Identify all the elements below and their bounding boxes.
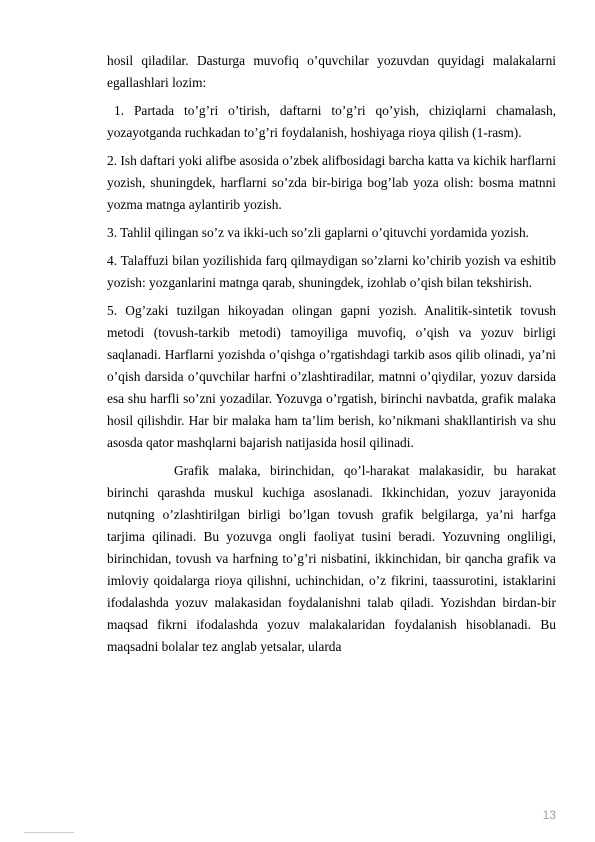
paragraph-intro: hosil qiladilar. Dasturga muvofiq o’quvchilar yozuvdan quyidagi malakalarni egallashlari lozim: (107, 53, 556, 90)
footer-short-rule (24, 832, 74, 833)
paragraph-item-1: 1. Partada to’g’ri o’tirish, daftarni to’g’ri qo’yish, chiziqlarni chamalash, yozayotganda ruchkadan to’g’ri foydalanish, hoshiyaga rioya qilish (1-rasm). (107, 103, 556, 140)
paragraph-item-2: 2. Ish daftari yoki alifbe asosida o’zbek alifbosidagi barcha katta va kichik harflarni yozish, shuningdek, harflarni so’zda bir-biriga bog’lab yoza olish: bosma matnni yozma matnga aylantirib yozish. (107, 153, 556, 212)
paragraph-grafik-malaka: Grafik malaka, birinchidan, qo’l-harakat malakasidir, bu harakat birinchi qarashda muskul kuchiga asoslanadi. Ikkinchidan, yozuv jarayonida nutqning o’zlashtirilgan birligi bo’lgan tovush grafik belgilarga, ya’ni harfga tarjima qilinadi. Bu yozuvga ongli faoliyat tusini beradi. Yozuvning ongliligi, birinchidan, tovush va harfning to’g’ri nisbatini, ikkinchidan, bir qancha grafik va imloviy qoidalarga rioya qilishni, uchinchidan, o’z fikrini, taassurotini, istaklarini ifodalashda yozuv malakasidan foydalanishni talab qiladi. Yozishdan birdan-bir maqsad fikrni ifodalashda yozuv malakalaridan foydalanish hisoblanadi. Bu maqsadni bolalar tez anglab yetsalar, ularda (107, 463, 556, 654)
document-body (107, 50, 556, 664)
page-number: 13 (542, 808, 556, 822)
paragraph-item-4: 4. Talaffuzi bilan yozilishida farq qilmaydigan so’zlarni ko’chirib yozish va eshitib yozish: yozganlarini matnga qarab, shuningdek, izohlab o’qish bilan tekshirish. (107, 253, 556, 290)
paragraph-item-3: 3. Tahlil qilingan so’z va ikki-uch so’zli gaplarni o’qituvchi yordamida yozish. (107, 225, 530, 240)
paragraph-item-5: 5. Og’zaki tuzilgan hikoyadan olingan gapni yozish. Analitik-sintetik tovush metodi (tovush-tarkib metodi) tamoyiliga muvofiq, o’qish va yozuv birligi saqlanadi. Harflarni yozishda o’qishga o’rgatishdagi tarkib asos qilib olinadi, ya’ni o’qish darsida o’quvchilar harfni o’zlashtiradilar, matnni o’qiydilar, yozuv darsida esa shu harfli so’zni yozadilar. Yozuvga o’rgatish, birinchi navbatda, grafik malaka hosil qilishdir. Har bir malaka ham ta’lim berish, ko’nikmani shakllantirish va shu asosda qator mashqlarni bajarish natijasida hosil qilinadi. (107, 303, 556, 450)
